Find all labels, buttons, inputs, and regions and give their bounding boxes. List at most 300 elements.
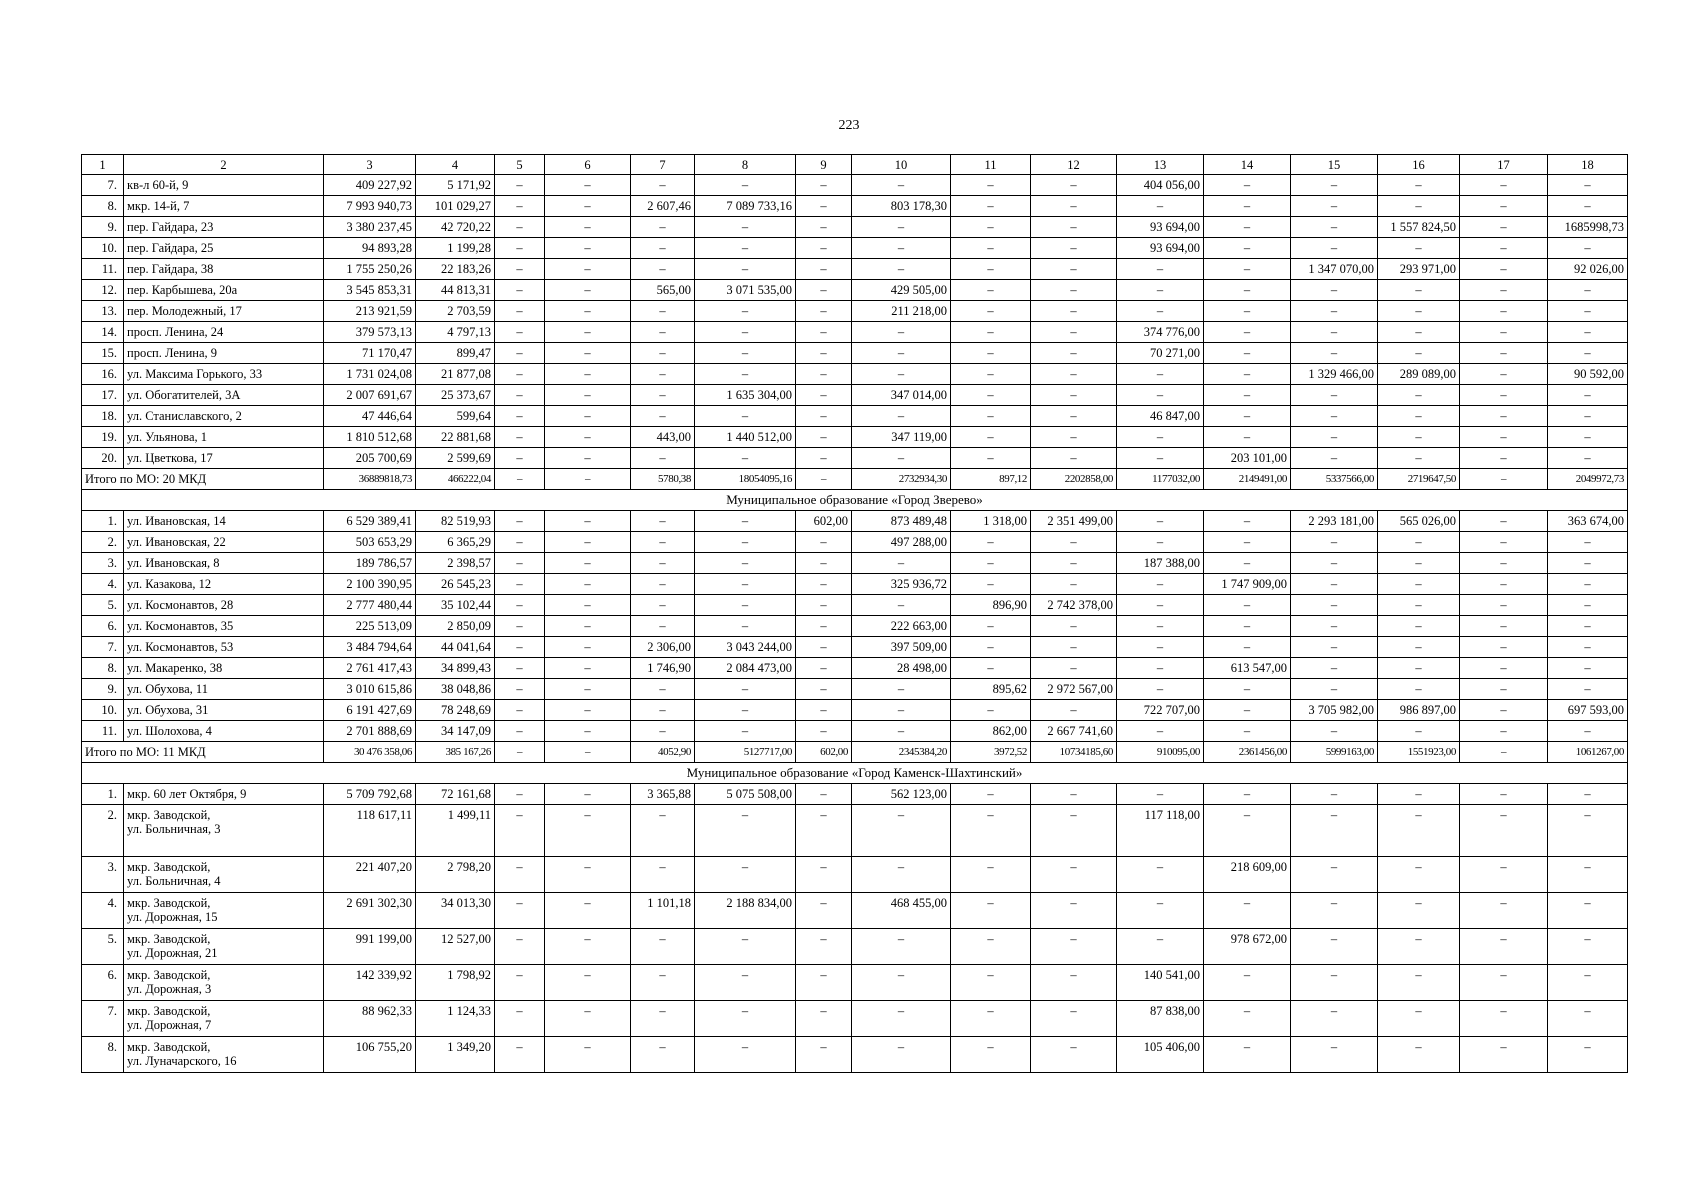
value-cell: – (495, 805, 545, 857)
value-cell: – (852, 1037, 951, 1073)
total-value-cell: – (545, 469, 631, 490)
address-line: ул. Шолохова, 4 (127, 724, 212, 738)
total-value-cell: 602,00 (796, 742, 852, 763)
value-cell: – (951, 280, 1031, 301)
header-cell: 8 (695, 155, 796, 175)
value-cell: 26 545,23 (416, 574, 495, 595)
header-cell: 15 (1291, 155, 1378, 175)
value-cell: – (1460, 448, 1548, 469)
value-cell: – (1031, 574, 1117, 595)
table-row (82, 784, 1628, 805)
value-cell: 2 398,57 (416, 553, 495, 574)
value-cell: 42 720,22 (416, 217, 495, 238)
value-cell: – (796, 364, 852, 385)
row-number: 12. (82, 280, 124, 301)
value-cell: – (796, 658, 852, 679)
value-cell: – (631, 511, 695, 532)
address-cell (124, 406, 324, 427)
value-cell: 87 838,00 (1117, 1001, 1204, 1037)
total-row (82, 469, 1628, 490)
value-cell: – (1291, 1001, 1378, 1037)
value-cell: – (1460, 553, 1548, 574)
value-cell: 347 119,00 (852, 427, 951, 448)
value-cell: 2 306,00 (631, 637, 695, 658)
total-value-cell: 36889818,73 (324, 469, 416, 490)
value-cell: – (1460, 574, 1548, 595)
value-cell: – (1031, 784, 1117, 805)
value-cell: – (1378, 893, 1460, 929)
value-cell: – (631, 965, 695, 1001)
value-cell: 1 557 824,50 (1378, 217, 1460, 238)
value-cell: – (1291, 217, 1378, 238)
value-cell: – (545, 280, 631, 301)
value-cell: – (1460, 280, 1548, 301)
value-cell: 88 962,33 (324, 1001, 416, 1037)
value-cell: – (852, 217, 951, 238)
value-cell: – (631, 259, 695, 280)
value-cell: – (796, 700, 852, 721)
value-cell: – (495, 1001, 545, 1037)
value-cell: – (852, 406, 951, 427)
value-cell: 409 227,92 (324, 175, 416, 196)
row-number: 4. (82, 893, 124, 929)
value-cell: – (1031, 280, 1117, 301)
value-cell: – (1548, 1001, 1628, 1037)
value-cell: – (695, 217, 796, 238)
address-cell (124, 322, 324, 343)
value-cell: 34 013,30 (416, 893, 495, 929)
value-cell: 117 118,00 (1117, 805, 1204, 857)
value-cell: – (1460, 616, 1548, 637)
address-line: ул. Космонавтов, 35 (127, 619, 234, 633)
address-line: просп. Ленина, 24 (127, 325, 224, 339)
value-cell: – (1031, 965, 1117, 1001)
value-cell: 2 850,09 (416, 616, 495, 637)
value-cell: 105 406,00 (1117, 1037, 1204, 1073)
address-line: ул. Макаренко, 38 (127, 661, 223, 675)
value-cell: – (495, 217, 545, 238)
value-cell: – (695, 965, 796, 1001)
address-line: ул. Казакова, 12 (127, 577, 212, 591)
value-cell: – (796, 280, 852, 301)
table-row (82, 679, 1628, 700)
address-line: мкр. Заводской, (127, 1040, 211, 1054)
value-cell: – (495, 616, 545, 637)
value-cell: 978 672,00 (1204, 929, 1291, 965)
value-cell: – (545, 553, 631, 574)
value-cell: – (951, 406, 1031, 427)
address-cell (124, 929, 324, 965)
value-cell: – (1204, 259, 1291, 280)
value-cell: – (1204, 893, 1291, 929)
value-cell: – (951, 700, 1031, 721)
value-cell: – (1548, 280, 1628, 301)
value-cell: – (1378, 965, 1460, 1001)
value-cell: – (1378, 196, 1460, 217)
value-cell: – (495, 637, 545, 658)
value-cell: – (1204, 427, 1291, 448)
address-line: мкр. Заводской, (127, 860, 211, 874)
value-cell: – (631, 595, 695, 616)
address-cell (124, 679, 324, 700)
table-row (82, 511, 1628, 532)
value-cell: – (1460, 679, 1548, 700)
value-cell: 1 101,18 (631, 893, 695, 929)
value-cell: – (852, 965, 951, 1001)
value-cell: – (1548, 322, 1628, 343)
value-cell: – (1548, 805, 1628, 857)
value-cell: – (1460, 637, 1548, 658)
value-cell: – (1460, 427, 1548, 448)
value-cell: – (1548, 965, 1628, 1001)
address-line: ул. Ивановская, 8 (127, 556, 220, 570)
table-row (82, 322, 1628, 343)
header-cell: 12 (1031, 155, 1117, 175)
value-cell: – (852, 700, 951, 721)
value-cell: – (495, 595, 545, 616)
total-row (82, 742, 1628, 763)
value-cell: – (1548, 553, 1628, 574)
value-cell: 347 014,00 (852, 385, 951, 406)
value-cell: – (1204, 532, 1291, 553)
value-cell: – (796, 238, 852, 259)
value-cell: – (695, 448, 796, 469)
value-cell: – (695, 805, 796, 857)
address-line: ул. Ивановская, 14 (127, 514, 226, 528)
value-cell: – (951, 448, 1031, 469)
value-cell: – (495, 364, 545, 385)
value-cell: – (1460, 217, 1548, 238)
table-row (82, 595, 1628, 616)
total-value-cell: 1551923,00 (1378, 742, 1460, 763)
value-cell: – (1548, 301, 1628, 322)
total-value-cell: 385 167,26 (416, 742, 495, 763)
value-cell: – (495, 679, 545, 700)
value-cell: – (1117, 784, 1204, 805)
value-cell: 2 188 834,00 (695, 893, 796, 929)
value-cell: 404 056,00 (1117, 175, 1204, 196)
value-cell: – (545, 385, 631, 406)
value-cell: – (1117, 364, 1204, 385)
value-cell: – (631, 721, 695, 742)
row-number: 6. (82, 616, 124, 637)
value-cell: – (1460, 784, 1548, 805)
address-line: пер. Гайдара, 25 (127, 241, 214, 255)
value-cell: 222 663,00 (852, 616, 951, 637)
value-cell: – (796, 1001, 852, 1037)
value-cell: – (1460, 965, 1548, 1001)
table-row (82, 553, 1628, 574)
value-cell: – (495, 427, 545, 448)
value-cell: – (1460, 238, 1548, 259)
value-cell: – (1117, 893, 1204, 929)
value-cell: 213 921,59 (324, 301, 416, 322)
value-cell: – (1548, 427, 1628, 448)
value-cell: – (1031, 448, 1117, 469)
value-cell: – (1378, 553, 1460, 574)
value-cell: 1 810 512,68 (324, 427, 416, 448)
value-cell: – (1117, 721, 1204, 742)
value-cell: – (1117, 259, 1204, 280)
value-cell: – (695, 595, 796, 616)
value-cell: – (695, 259, 796, 280)
value-cell: 293 971,00 (1378, 259, 1460, 280)
value-cell: – (695, 679, 796, 700)
value-cell: 46 847,00 (1117, 406, 1204, 427)
total-label: Итого по МО: 11 МКД (82, 742, 324, 763)
address-cell (124, 364, 324, 385)
address-line: ул. Ивановская, 22 (127, 535, 226, 549)
value-cell: 613 547,00 (1204, 658, 1291, 679)
value-cell: 1 499,11 (416, 805, 495, 857)
row-number: 7. (82, 175, 124, 196)
value-cell: – (695, 1001, 796, 1037)
value-cell: 140 541,00 (1117, 965, 1204, 1001)
value-cell: 5 075 508,00 (695, 784, 796, 805)
row-number: 19. (82, 427, 124, 448)
value-cell: – (1031, 553, 1117, 574)
value-cell: – (1291, 427, 1378, 448)
value-cell: 25 373,67 (416, 385, 495, 406)
value-cell: – (695, 343, 796, 364)
address-cell (124, 238, 324, 259)
value-cell: – (1460, 322, 1548, 343)
value-cell: – (545, 721, 631, 742)
value-cell: – (852, 343, 951, 364)
value-cell: 92 026,00 (1548, 259, 1628, 280)
value-cell: – (1548, 238, 1628, 259)
value-cell: – (1204, 217, 1291, 238)
value-cell: – (695, 364, 796, 385)
value-cell: – (1548, 679, 1628, 700)
row-number: 3. (82, 553, 124, 574)
value-cell: – (1378, 574, 1460, 595)
value-cell: – (545, 532, 631, 553)
value-cell: – (951, 196, 1031, 217)
address-line: пер. Гайдара, 23 (127, 220, 214, 234)
value-cell: – (1548, 616, 1628, 637)
value-cell: – (1378, 637, 1460, 658)
value-cell: – (1548, 385, 1628, 406)
value-cell: – (1378, 929, 1460, 965)
table-row (82, 857, 1628, 893)
value-cell: 44 041,64 (416, 637, 495, 658)
value-cell: – (1204, 679, 1291, 700)
value-cell: – (1117, 658, 1204, 679)
value-cell: – (1460, 406, 1548, 427)
value-cell: – (1460, 511, 1548, 532)
table-row (82, 175, 1628, 196)
value-cell: – (1031, 1037, 1117, 1073)
address-line: ул. Максима Горького, 33 (127, 367, 263, 381)
value-cell: – (1548, 406, 1628, 427)
table-row (82, 1001, 1628, 1037)
value-cell: 7 993 940,73 (324, 196, 416, 217)
value-cell: – (631, 364, 695, 385)
value-cell: – (695, 721, 796, 742)
value-cell: – (1031, 929, 1117, 965)
address-line: кв-л 60-й, 9 (127, 178, 189, 192)
value-cell: – (796, 574, 852, 595)
table-row (82, 196, 1628, 217)
row-number: 8. (82, 196, 124, 217)
value-cell: – (1548, 574, 1628, 595)
data-table (81, 154, 1628, 1073)
table-row (82, 700, 1628, 721)
table-row (82, 217, 1628, 238)
value-cell: – (1031, 857, 1117, 893)
value-cell: – (631, 322, 695, 343)
address-cell (124, 1001, 324, 1037)
value-cell: 3 365,88 (631, 784, 695, 805)
value-cell: – (695, 532, 796, 553)
table-row (82, 259, 1628, 280)
address-cell (124, 553, 324, 574)
value-cell: – (1031, 175, 1117, 196)
total-value-cell: 2149491,00 (1204, 469, 1291, 490)
total-value-cell: 1177032,00 (1117, 469, 1204, 490)
row-number: 6. (82, 965, 124, 1001)
value-cell: – (1460, 595, 1548, 616)
value-cell: – (1031, 1001, 1117, 1037)
value-cell: – (1117, 637, 1204, 658)
value-cell: 2 761 417,43 (324, 658, 416, 679)
value-cell: 5 709 792,68 (324, 784, 416, 805)
value-cell: – (1460, 259, 1548, 280)
value-cell: – (495, 511, 545, 532)
value-cell: – (1291, 301, 1378, 322)
value-cell: – (545, 595, 631, 616)
value-cell: – (545, 259, 631, 280)
row-number: 10. (82, 238, 124, 259)
value-cell: – (852, 805, 951, 857)
value-cell: – (1460, 196, 1548, 217)
value-cell: 503 653,29 (324, 532, 416, 553)
address-cell (124, 427, 324, 448)
value-cell: – (495, 857, 545, 893)
value-cell: – (1378, 322, 1460, 343)
value-cell: 93 694,00 (1117, 238, 1204, 259)
value-cell: – (1291, 175, 1378, 196)
total-label: Итого по МО: 20 МКД (82, 469, 324, 490)
value-cell: – (545, 322, 631, 343)
value-cell: 82 519,93 (416, 511, 495, 532)
value-cell: – (545, 175, 631, 196)
value-cell: – (631, 385, 695, 406)
value-cell: 35 102,44 (416, 595, 495, 616)
value-cell: 2 777 480,44 (324, 595, 416, 616)
address-line: ул. Больничная, 4 (127, 874, 221, 888)
value-cell: – (796, 637, 852, 658)
address-line: мкр. Заводской, (127, 896, 211, 910)
address-cell (124, 532, 324, 553)
value-cell: – (495, 574, 545, 595)
value-cell: 70 271,00 (1117, 343, 1204, 364)
value-cell: – (545, 857, 631, 893)
row-number: 8. (82, 1037, 124, 1073)
row-number: 10. (82, 700, 124, 721)
value-cell: – (631, 1001, 695, 1037)
value-cell: – (631, 553, 695, 574)
value-cell: 90 592,00 (1548, 364, 1628, 385)
value-cell: 1 635 304,00 (695, 385, 796, 406)
value-cell: – (1204, 1001, 1291, 1037)
address-line: мкр. 60 лет Октября, 9 (127, 787, 247, 801)
value-cell: – (1031, 893, 1117, 929)
header-cell: 1 (82, 155, 124, 175)
value-cell: – (1548, 343, 1628, 364)
table-row (82, 721, 1628, 742)
address-cell (124, 595, 324, 616)
header-cell: 14 (1204, 155, 1291, 175)
address-cell (124, 805, 324, 857)
value-cell: – (545, 301, 631, 322)
value-cell: 3 010 615,86 (324, 679, 416, 700)
value-cell: 94 893,28 (324, 238, 416, 259)
value-cell: – (695, 553, 796, 574)
address-line: мкр. Заводской, (127, 932, 211, 946)
row-number: 11. (82, 259, 124, 280)
value-cell: – (1291, 893, 1378, 929)
value-cell: – (951, 238, 1031, 259)
value-cell: – (1548, 929, 1628, 965)
address-line: ул. Дорожная, 21 (127, 946, 218, 960)
value-cell: – (631, 532, 695, 553)
address-line: ул. Луначарского, 16 (127, 1054, 237, 1068)
value-cell: – (1378, 448, 1460, 469)
value-cell: – (495, 893, 545, 929)
value-cell: 3 545 853,31 (324, 280, 416, 301)
value-cell: – (1204, 301, 1291, 322)
value-cell: – (1548, 532, 1628, 553)
address-cell (124, 784, 324, 805)
value-cell: – (545, 217, 631, 238)
header-cell: 18 (1548, 155, 1628, 175)
value-cell: – (1204, 616, 1291, 637)
value-cell: – (1117, 679, 1204, 700)
section-title: Муниципальное образование «Город Зверево» (82, 490, 1628, 511)
value-cell: – (1204, 553, 1291, 574)
address-cell (124, 857, 324, 893)
value-cell: – (1117, 532, 1204, 553)
value-cell: – (796, 805, 852, 857)
value-cell: – (631, 217, 695, 238)
header-cell: 11 (951, 155, 1031, 175)
value-cell: 565,00 (631, 280, 695, 301)
value-cell: – (1378, 406, 1460, 427)
value-cell: – (796, 322, 852, 343)
header-cell: 2 (124, 155, 324, 175)
value-cell: 895,62 (951, 679, 1031, 700)
value-cell: – (545, 784, 631, 805)
value-cell: – (495, 301, 545, 322)
value-cell: – (951, 805, 1031, 857)
value-cell: – (1031, 322, 1117, 343)
value-cell: – (1548, 448, 1628, 469)
value-cell: – (1291, 196, 1378, 217)
row-number: 1. (82, 784, 124, 805)
total-value-cell: – (1460, 742, 1548, 763)
row-number: 9. (82, 217, 124, 238)
value-cell: – (1460, 929, 1548, 965)
value-cell: – (951, 427, 1031, 448)
value-cell: 205 700,69 (324, 448, 416, 469)
row-number: 5. (82, 929, 124, 965)
value-cell: 71 170,47 (324, 343, 416, 364)
value-cell: 2 972 567,00 (1031, 679, 1117, 700)
value-cell: – (1378, 857, 1460, 893)
value-cell: – (951, 553, 1031, 574)
